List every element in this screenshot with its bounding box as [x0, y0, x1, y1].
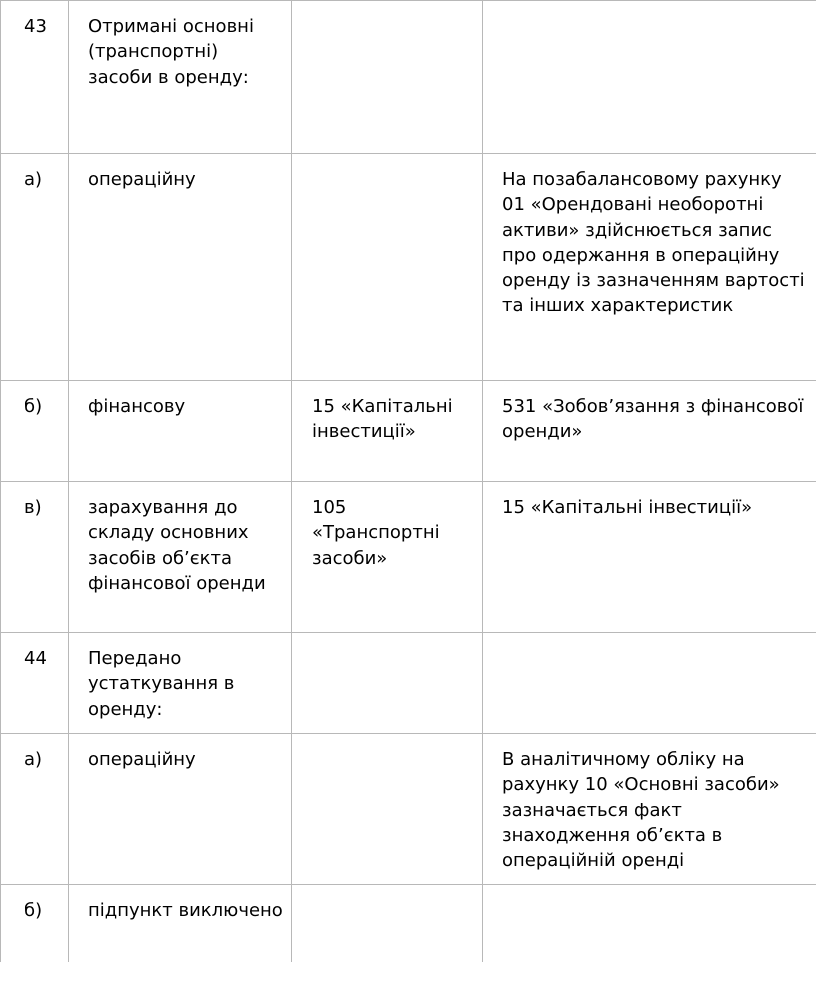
- table-row: [1, 154, 816, 381]
- credit-account-cell: [483, 154, 816, 381]
- credit-account-cell: [483, 633, 816, 734]
- debit-account-cell: [292, 633, 483, 734]
- credit-account-cell: [483, 482, 816, 633]
- credit-account-cell: [483, 381, 816, 482]
- debit-account-cell: [292, 885, 483, 963]
- debit-account-cell: [292, 154, 483, 381]
- credit-account-cell: [483, 1, 816, 154]
- table-row: [1, 482, 816, 633]
- operation-description-cell: [69, 734, 292, 885]
- debit-account-cell: [292, 482, 483, 633]
- operation-description-cell: [69, 482, 292, 633]
- table-row: [1, 1, 816, 154]
- row-number: а): [24, 749, 43, 770]
- credit-account: На позабалансовому рахунку 01 «Орендовані необоротні активи» здійснюється запис про одержання в операційну оренду із зазначенням вартості та інших характеристик: [502, 169, 805, 317]
- table-row: [1, 633, 816, 734]
- operation-description: фінансову: [88, 396, 186, 417]
- row-number-cell: [1, 482, 69, 633]
- debit-account-cell: [292, 1, 483, 154]
- operation-description: операційну: [88, 169, 196, 190]
- operation-description: зарахування до складу основних засобів об’єкта фінансової оренди: [88, 497, 266, 594]
- row-number-cell: [1, 381, 69, 482]
- row-number-cell: [1, 154, 69, 381]
- operation-description: операційну: [88, 749, 196, 770]
- operation-description: підпункт виключено: [88, 900, 283, 921]
- operation-description-cell: [69, 1, 292, 154]
- operation-description-cell: [69, 885, 292, 963]
- operation-description-cell: [69, 633, 292, 734]
- operation-description: Отримані основні (транспортні) засоби в оренду:: [88, 16, 254, 88]
- row-number: б): [24, 396, 43, 417]
- row-number: а): [24, 169, 43, 190]
- row-number-cell: [1, 734, 69, 885]
- operation-description: Передано устаткування в оренду:: [88, 648, 235, 720]
- table-row: [1, 734, 816, 885]
- credit-account: В аналітичному обліку на рахунку 10 «Основні засоби» зазначається факт знаходження об’єкта в операційній оренді: [502, 749, 780, 872]
- row-number: б): [24, 900, 43, 921]
- credit-account-cell: [483, 885, 816, 963]
- credit-account: 15 «Капітальні інвестиції»: [502, 497, 753, 518]
- credit-account-cell: [483, 734, 816, 885]
- row-number: 44: [24, 648, 47, 669]
- debit-account: 15 «Капітальні інвестиції»: [312, 396, 453, 443]
- credit-account: 531 «Зобов’язання з фінансової оренди»: [502, 396, 804, 443]
- debit-account-cell: [292, 381, 483, 482]
- debit-account: 105 «Транспортні засоби»: [312, 497, 440, 569]
- debit-account-cell: [292, 734, 483, 885]
- operation-description-cell: [69, 381, 292, 482]
- row-number: в): [24, 497, 42, 518]
- row-number-cell: [1, 885, 69, 963]
- table-row: [1, 885, 816, 963]
- page-bottom-margin: [0, 962, 816, 991]
- operation-description-cell: [69, 154, 292, 381]
- row-number: 43: [24, 16, 47, 37]
- row-number-cell: [1, 1, 69, 154]
- row-number-cell: [1, 633, 69, 734]
- table-row: [1, 381, 816, 482]
